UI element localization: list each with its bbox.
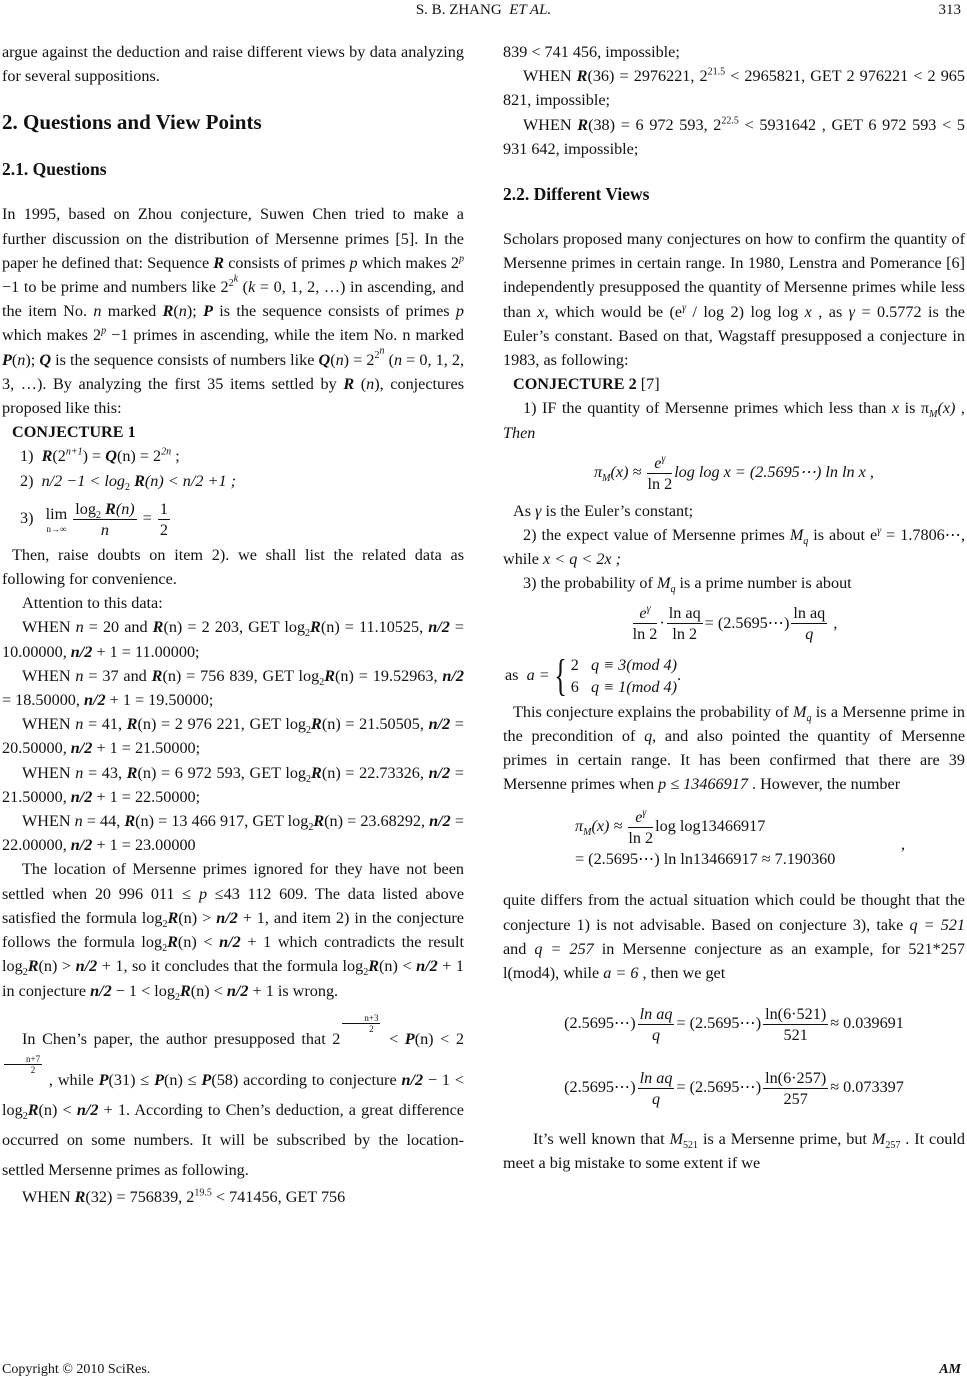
conjecture-2-item-3: 3) the probability of $M_q$ is a prime number is about bbox=[523, 574, 852, 596]
equation-probability: $\frac{e^\gamma}{\ln 2}$ · $\frac{\text{ln aq}}{\ln 2}$ = (2.5695⋯) $\frac{\text{ln aq}}{q}$ , bbox=[632, 604, 838, 644]
authors-text: S. B. ZHANG bbox=[415, 2, 502, 18]
data-row: WHEN n = 20 and R(n) = 2 203, GET $\log_2R(n) = 11.10525$, n/2 = 10.00000, n/2 + 1 = 11.00000; bbox=[2, 618, 465, 661]
conjecture-1-item-1: 1) $R(2^{n+1}) = Q(n) = 2^{2n}$ ; bbox=[20, 447, 180, 466]
journal-abbrev: AM bbox=[939, 1362, 961, 1377]
conjecture-2-item-1: 1) IF the quantity of Mersenne primes which less than x is $\pi_M(x)$ , Then bbox=[503, 399, 965, 442]
conjecture-2-title: CONJECTURE 2 [7] bbox=[513, 375, 660, 394]
formula-2p-1-b: $2^p -1$ bbox=[92, 326, 129, 345]
euler-line: As γ is the Euler’s constant; bbox=[513, 501, 694, 520]
intro-paragraph: argue against the deduction and raise different views by data analyzing for several suppositions. bbox=[2, 43, 464, 86]
scholars-paragraph: Scholars proposed many conjectures on how to confirm the quantity of Mersenne primes in certain range. In 1980, Lenstra and Pomerance [6] independently presupposed the quantity of Mersenne primes while less than x, which would be ($e^\gamma$ / log 2) log log x , as γ = 0.5772 is the Euler’s constant. Based on that, Wagstaff presupposed a conjecture in 1983, as following: bbox=[503, 230, 965, 370]
when-r32-line: WHEN R(32) = 756839, $2^{19.5} < 741456$, GET 756 bbox=[22, 1187, 346, 1206]
conjecture-1-title: CONJECTURE 1 bbox=[12, 423, 136, 442]
running-header bbox=[0, 2, 967, 22]
left-column bbox=[2, 40, 464, 1209]
et-al-text: ET AL. bbox=[509, 2, 552, 18]
explains-paragraph: This conjecture explains the probability of $M_q$ is a Mersenne prime in the precondition of q, and also pointed the quantity of Mersenne primes in certain range. It has been confirmed that there are 39 Mersenne primes when p ≤ 13466917 . However, the number bbox=[503, 702, 966, 794]
page-number: 313 bbox=[938, 2, 961, 18]
equation-521: (2.5695⋯) $\frac{\text{ln aq}}{q}$ = (2.5695⋯) $\frac{\ln(6\cdot 521)}{521}$ ≈ 0.039691 bbox=[564, 1005, 904, 1045]
attention-line: Attention to this data: bbox=[22, 594, 163, 613]
data-row: WHEN n = 41, R(n) = 2 976 221, GET $\log_2R(n) = 21.50505$, n/2 = 20.50000, n/2 + 1 = 21.50000; bbox=[2, 715, 464, 758]
page-footer bbox=[0, 1362, 967, 1382]
cases-definition: as a ={ 2 q ≡ 3(mod 4) 6 q ≡ 1(mod 4) . bbox=[505, 650, 682, 700]
right-column bbox=[503, 40, 965, 1176]
subsection-title-views: 2.2. Different Views bbox=[503, 184, 650, 205]
equation-257: (2.5695⋯) $\frac{\text{ln aq}}{q}$ = (2.5695⋯) $\frac{\ln(6\cdot 257)}{257}$ ≈ 0.073397 bbox=[564, 1069, 904, 1109]
definition-paragraph: In 1995, based on Zhou conjecture, Suwen Chen tried to make a further discussion on the distribution of Mersenne primes [5]. In the paper he defined that: Sequence R consists of primes p which makes $2^p -1$ to be prime and numbers like $2^{2^k}$ (k = 0, 1, 2, …) in ascending, and the item No. n marked R(n); P is the sequence consists of primes p which makes $2^p -1$ primes in ascending, while the item No. n marked P(n); Q is the sequence consists of numbers like $Q(n) = 2^{2^n}$ (n = 0, 1, 2, 3, …). By analyzing the first 35 items settled by R (n), conjectures proposed like this: bbox=[2, 205, 464, 418]
well-known-paragraph: It’s well known that $M_{521}$ is a Mersenne prime, but $M_{257}$ . It could meet a big mistake to some extent if we bbox=[503, 1130, 965, 1173]
header-authors bbox=[0, 2, 967, 19]
conjecture-2-item-2: 2) the expect value of Mersenne primes $M_q$ is about $e^\gamma$ = 1.7806⋯, while x < q < 2x ; bbox=[503, 525, 966, 569]
differs-paragraph: quite differs from the actual situation which could be thought that the conjecture 1) is not advisable. Based on conjecture 3), take q = 521 and q = 257 in Mersenne conjecture as an example, for 521*257 l(mod4), while a = 6 , then we get bbox=[503, 891, 965, 983]
doubts-paragraph: Then, raise doubts on item 2). we shall list the related data as following for convenience. bbox=[2, 545, 464, 589]
data-row: WHEN n = 44, R(n) = 13 466 917, GET $\log_2R(n) = 23.68292$, n/2 = 22.00000, n/2 + 1 = 23.00000 bbox=[2, 812, 464, 855]
equation-13466917: $\pi_M(x)$ ≈ $\frac{e^\gamma}{\ln 2}$ log log13466917 = (2.5695⋯) ln ln13466917 ≈ 7.190360 , bbox=[575, 807, 906, 869]
subsection-title: 2.1. Questions bbox=[2, 159, 107, 180]
data-rows bbox=[2, 615, 464, 857]
chen-paragraph: In Chen’s paper, the author presupposed that 2 $^{\frac{n+3}{2}}$ < P(n) < 2 $^{\frac{n+7}{2}}$ , while P(31) ≤ P(n) ≤ P(58) according to conjecture $n/2 - 1 < \log_2R(n) < n/2 + 1$. According to Chen’s deduction, a great difference occurred on some numbers. It will be subscribed by the location-settled Mersenne primes as following. bbox=[2, 1012, 464, 1179]
conjecture-1-fraction: $\frac{\log_2 R(n)}{n}$ bbox=[75, 499, 135, 539]
conjecture-1-item-3: 3) lim n→∞ $\frac{\log_2 R(n)}{n}$ = $\frac{1}{2}$ bbox=[20, 499, 169, 539]
location-paragraph: The location of Mersenne primes ignored for they have not been settled when 20 996 011 ≤ p ≤43 112 609. The data listed above satisfied the formula $\log_2R(n) > n/2 + 1$, and item 2) in the conjecture follows the formula $\log_2R(n) < n/2 + 1$ which contradicts the result $\log_2R(n) > n/2 + 1$, so it concludes that the formula $\log_2R(n) < n/2 + 1$ in conjecture $n/2 - 1 < \log_2R(n) < n/2 + 1$ is wrong. bbox=[2, 860, 465, 1003]
conjecture-1-item-2: 2) $n/2 -1 < \log_2 R(n) < n/2 +1$ ; bbox=[20, 471, 236, 493]
equation-pi-m: $\pi_M(x)$ ≈ $\frac{e^\gamma}{\ln 2}$ log log x = (2.5695⋯) ln ln x , bbox=[594, 453, 874, 493]
continuation-line: 839 < 741 456, impossible; bbox=[503, 43, 680, 61]
section-title: 2. Questions and View Points bbox=[2, 110, 262, 135]
when-r36-line: WHEN R(36) = 2976221, $2^{21.5} < 2965821$, GET 2 976221 < 2 965 821, impossible; bbox=[503, 66, 965, 110]
formula-2p-1: $2^p -1$ bbox=[2, 253, 464, 297]
copyright-text: Copyright © 2010 SciRes. bbox=[2, 1362, 151, 1377]
data-row: WHEN n = 43, R(n) = 6 972 593, GET $\log_2R(n) = 22.73326$, n/2 = 21.50000, n/2 + 1 = 22.50000; bbox=[2, 763, 464, 806]
left-brace-icon: { bbox=[553, 650, 567, 700]
when-r38-line: WHEN R(38) = 6 972 593, $2^{22.5} < 5931642$ , GET 6 972 593 < 5 931 642, impossible; bbox=[503, 115, 965, 158]
data-row: WHEN n = 37 and R(n) = 756 839, GET $\log_2R(n) = 19.52963$, n/2 = 18.50000, n/2 + 1 = 19.50000; bbox=[2, 666, 464, 710]
formula-2-2k: $2^{2^k}$ bbox=[220, 273, 239, 297]
